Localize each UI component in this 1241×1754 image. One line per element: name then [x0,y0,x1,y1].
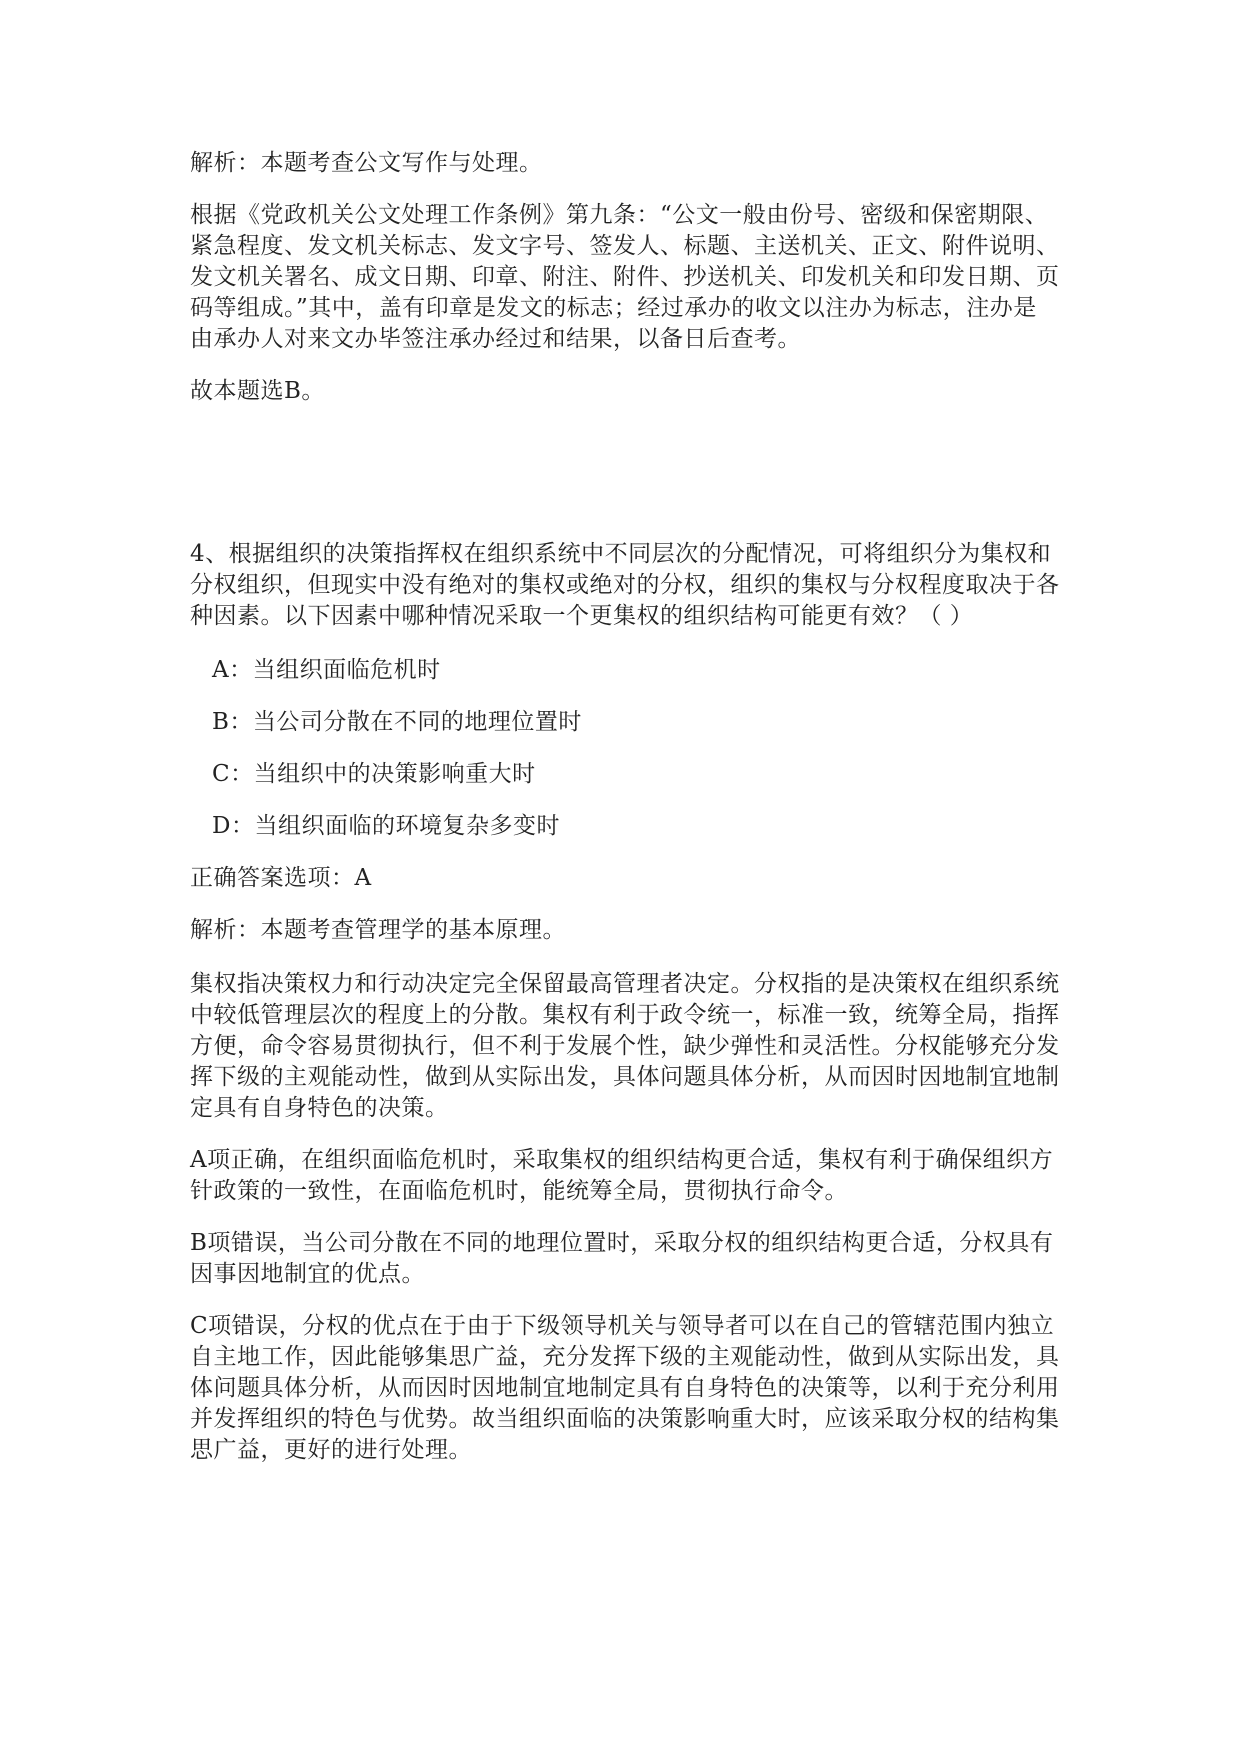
analysis-paragraph: B项错误，当公司分散在不同的地理位置时，采取分权的组织结构更合适，分权具有因事因地制宜的优点。 [190,1230,1054,1287]
analysis-title: 解析：本题考查管理学的基本原理。 [190,917,566,943]
prev-conclusion: 故本题选B。 [190,378,325,404]
option-d: D：当组织面临的环境复杂多变时 [212,813,560,839]
option-a: A：当组织面临危机时 [212,657,441,683]
prev-analysis-title: 解析：本题考查公文写作与处理。 [190,150,543,176]
analysis-paragraph: 集权指决策权力和行动决定完全保留最高管理者决定。分权指的是决策权在组织系统中较低管理层次的程度上的分散。集权有利于政令统一，标准一致，统筹全局，指挥方便，命令容易贯彻执行，但不利于发展个性，缺少弹性和灵活性。分权能够充分发挥下级的主观能动性，做到从实际出发，具体问题具体分析，从而因时因地制宜地制定具有自身特色的决策。 [190,971,1060,1121]
question-stem: 4、根据组织的决策指挥权在组织系统中不同层次的分配情况，可将组织分为集权和分权组织，但现实中没有绝对的集权或绝对的分权，组织的集权与分权程度取决于各种因素。以下因素中哪种情况采取一个更集权的组织结构可能更有效？（ ） [190,541,1060,629]
analysis-paragraph: A项正确，在组织面临危机时，采取集权的组织结构更合适，集权有利于确保组织方针政策的一致性，在面临危机时，能统筹全局，贯彻执行命令。 [190,1147,1054,1204]
answer-line: 正确答案选项：A [190,865,372,891]
option-c: C：当组织中的决策影响重大时 [212,761,536,787]
option-b: B：当公司分散在不同的地理位置时 [212,709,582,735]
document-page [190,148,1060,1487]
analysis-paragraph: C项错误，分权的优点在于由于下级领导机关与领导者可以在自己的管辖范围内独立自主地工作，因此能够集思广益，充分发挥下级的主观能动性，做到从实际出发，具体问题具体分析，从而因时因地制宜地制定具有自身特色的决策等，以利于充分利用并发挥组织的特色与优势。故当组织面临的决策影响重大时，应该采取分权的结构集思广益，更好的进行处理。 [190,1313,1060,1463]
prev-analysis-body: 根据《党政机关公文处理工作条例》第九条：“公文一般由份号、密级和保密期限、紧急程度、发文机关标志、发文字号、签发人、标题、主送机关、正文、附件说明、发文机关署名、成文日期、印章、附注、附件、抄送机关、印发机关和印发日期、页码等组成。”其中，盖有印章是发文的标志；经过承办的收文以注办为标志，注办是由承办人对来文办毕签注承办经过和结果，以备日后查考。 [190,202,1060,352]
